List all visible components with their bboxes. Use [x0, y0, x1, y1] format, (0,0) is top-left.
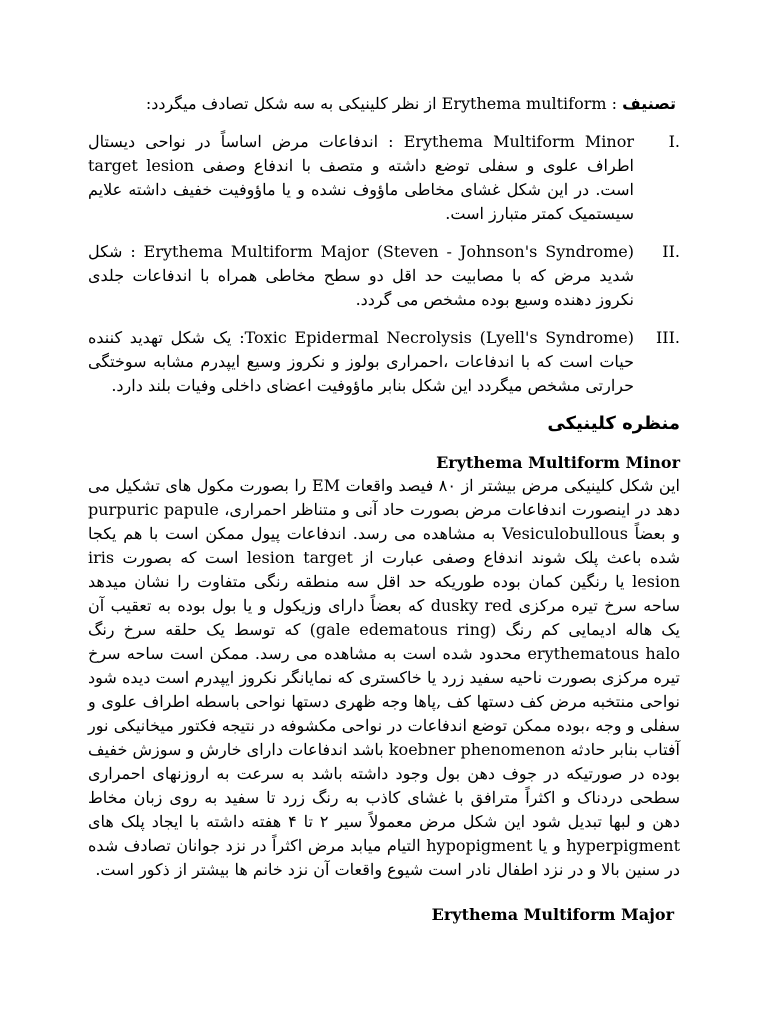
document-page [88, 92, 680, 926]
classification-text: : Erythema multiform از نظر کلینیکی به سه شکل تصادف میگردد: [145, 94, 623, 113]
list-item-3 [88, 326, 680, 398]
list-item-text: Erythema Multiform Minor : اندفاعات مرض اساساً در نواحی دیستال اطراف علوی و سفلی توضع داشته و متصف با اندفاع وصفی target lesion است. در این شکل غشای مخاطی ماؤوف نشده و یا ماؤوفیت خفیف داشته علایم سیستمیک کمتر متبارز است. [88, 132, 635, 223]
classification-label: تصنیف [622, 94, 676, 113]
section-heading: منظره کلینیکی [547, 413, 680, 434]
list-item-2 [88, 240, 680, 312]
list-number: II. [662, 242, 680, 261]
list-item-text: Toxic Epidermal Necrolysis (Lyell's Syndrome): یک شکل تهدید کننده حیات است که با اندفاعات ،احمراری بولوز و نکروز وسیع ایپدرم مشابه سوختگی حرارتی مشخص میگردد این شکل بنابر ماؤوفیت اعضای داخلی وفیات بلند دارد. [88, 328, 634, 395]
major-heading: Erythema Multiform Major [431, 905, 674, 924]
minor-paragraph: این شکل کلینیکی مرض بیشتر از ۸۰ فیصد واقعات EM را بصورت مکول های تشکیل می دهد در اینصورت اندفاعات مرض بصورت حاد آنی و متناظر احمراری، purpuric papule و بعضاً Vesiculobullous به مشاهده می رسد. اندفاعات پیول ممکن است با هم یکجا شده باعث پلک شوند اندفاع وصفی عبارت از lesion target است که بصورت iris lesion یا رنگین کمان بوده طوریکه حد اقل سه منطقه رنگی متفاوت را نشان میدهد ساحه سرخ تیره مرکزی dusky red که بعضاً دارای وزیکول و یا بول بوده به تعقیب آن یک هاله ادیمایی کم رنگ (gale edematous ring) که توسط یک حلقه سرخ رنگ erythematous halo محدود شده است به مشاهده می رسد. ممکن است ساحه سرخ تیره مرکزی بصورت ناحیه سفید زرد یا خاکستری که نمایانگر نکروز ایپدرم است دیده شود نواحی منتخبه مرض کف دستها کف ,پاها وجه ظهری دستها نواحی باسطه اطراف علوی و سفلی و وجه ،بوده ممکن توضع اندفاعات در نواحی مکشوفه در نتیجه فکتور میخانیکی نور آفتاب بنابر حادثه koebner phenomenon باشد اندفاعات دارای خارش و سوزش خفیف بوده در صورتیکه در جوف دهن بول وجود داشته باشد به سرعت به اروزنهای احمراری سطحی دردناک و اکثراً مترافق با غشای کاذب به رنگ زرد تا سفید به روی زبان مخاط دهن و لبها تبدیل شود این شکل مرض معمولاً سیر ۲ تا ۴ هفته داشته با ایجاد پلک های hyperpigment و یا hypopigment التیام میابد مرض اکثراً در نزد جوانان تصادف شده در سنین بالا و در نزد اطفال نادر است شیوع واقعات آن نزد خانم ها بیشتر از ذکور است. [88, 476, 681, 879]
list-item-1 [88, 130, 680, 226]
list-item-text: Erythema Multiform Major (Steven - Johnson's Syndrome) : شکل شدید مرض که با مصابیت حد اقل دو سطح مخاطی همراه با اندفاعات جلدی نکروز دهنده وسیع بوده مشخص می گردد. [88, 242, 634, 309]
minor-heading: Erythema Multiform Minor [436, 453, 680, 472]
classification-line [88, 92, 680, 116]
list-number: I. [668, 132, 680, 151]
list-number: III. [655, 328, 680, 347]
